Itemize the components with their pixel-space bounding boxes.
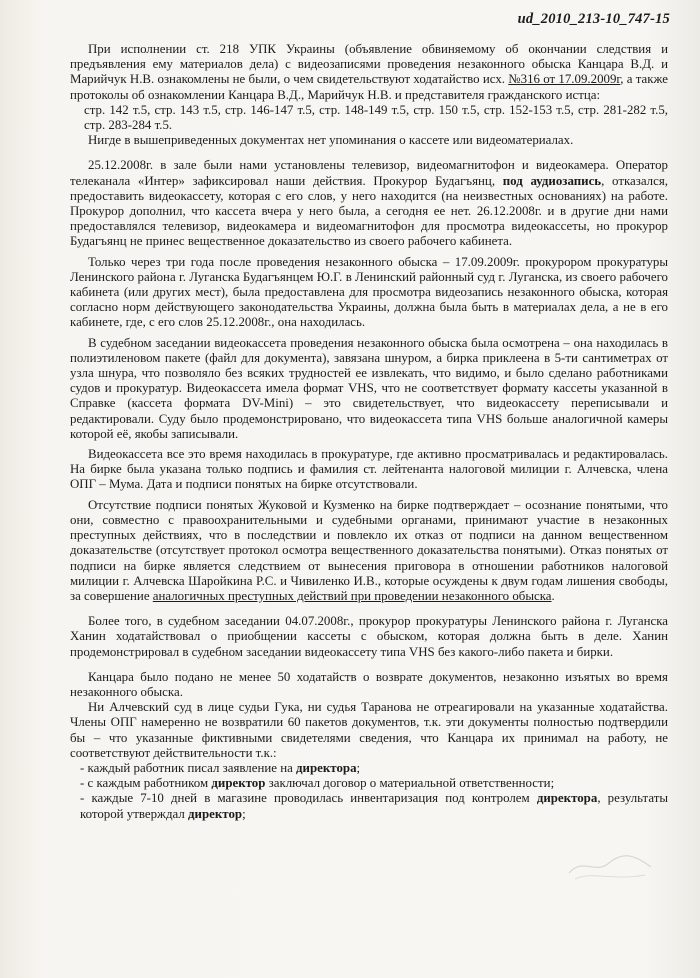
paragraph-9: Канцара было подано не менее 50 ходатайств о возврате документов, незаконно изъятых во время незаконного обыска. [70,669,668,699]
paragraph-7-text-a: Отсутствие подписи понятых Жуковой и Кузменко на бирке подтверждает – осознание понятыми, что они, совместно с правоохранительными и судебными органами, принимают участие в незаконных преступных действиях, что в последствии и повлекло их отказ от подписи на данном вещественном доказательстве (отсутствует протокол осмотра вещественного доказательства понятыми). Отказ понятых от подписи на бирке является следствием от вынесения приговора в отношении работников налоговой милиции г. Алчевска Шаройкина Р.С. и Чивиленко И.В., которые осуждены к двум годам лишения свободы, за совершение [70,497,668,603]
list-item-text: заключал договор о материальной ответственности; [265,776,555,791]
list-item-text: - каждые 7-10 дней в магазине проводилась инвентаризация под контролем [80,791,537,806]
list-item-text: ; [242,806,246,821]
paragraph-1 [70,42,668,103]
audio-record-phrase: под аудиозапись [502,173,602,188]
list-item-bold: директор [188,806,243,821]
list-item-text: ; [356,760,361,775]
underlined-phrase: аналогичных преступных действий при проведении незаконного обыска [152,588,552,603]
document-body [70,42,668,822]
paragraph-3-text-c: , отказался, предоставить видеокассету, которая с его слов, у него находится (на неизвестных основаниях) на работе. Прокурор дополнил, что кассета вчера у него была, а сегодня ее нет. 26.12.2008г. и в другие дни нами предоставлялся телевизор, видеокамера и видеомагнитофон для просмотра видеокассеты, но прокурор Будагъянц не принес вещественное доказательство из своего рабочего кабинета. [70,173,668,249]
paragraph-3 [70,158,668,249]
paragraph-8: Более того, в судебном заседании 04.07.2008г., прокурор прокуратуры Ленинского района г. Луганска Ханин ходатайствовал о приобщении кассеты с обыском, которая должна быть в деле. Ханин продемонстрировал в судебном заседании видеокассету типа VHS без какого-либо пакета и бирки. [70,614,668,659]
list-item [70,761,668,776]
paragraph-7 [70,498,668,604]
list-item [70,776,668,791]
paragraph-10: Ни Алчевский суд в лице судьи Гука, ни судья Таранова не отреагировали на указанные ходатайства. Члены ОПГ намеренно не возвратили 60 пакетов документов, т.к. эти документы полностью подтвердили бы – что указанные фиктивными свидетелями сведения, что Канцара их принимал на работу, не соответствуют действительности т.к.: [70,700,668,760]
list-item-bold: директора [536,791,598,806]
list-item-text: - каждый работник писал заявление на [80,760,297,775]
paragraph-7-text-b: . [551,588,555,603]
paragraph-5: В судебном заседании видеокассета проведения незаконного обыска была осмотрена – она находилась в полиэтиленовом пакете (файл для документа), завязана шнуром, а бирка приклеена в 5-ти сантиметрах от узла шнура, что позволяло без всяких трудностей ее извлекать, что видимо, и было сделано работниками судов и прокуратур. Видеокассета имела формат VHS, что не соответствует формату кассеты указанной в Справке (кассета формата DV-Mini) – это свидетельствует, что видеокассету переписывали и редактировали. Суду было продемонстрировано, что видеокассета типа VHS больше аналогичной камеры которой её, якобы записывали. [70,335,668,441]
case-pages-list: стр. 142 т.5, стр. 143 т.5, стр. 146-147 т.5, стр. 148-149 т.5, стр. 150 т.5, стр. 152-153 т.5, стр. 281-282 т.5, стр. 283-284 т.5. [84,102,668,133]
paragraph-1-text-b: , а также протоколы об ознакомлении Канцара В.Д., Марийчук Н.В. и представителя гражданского истца: [70,72,668,102]
list-item-bold: директор [211,776,266,791]
paragraph-6: Видеокассета все это время находилась в прокуратуре, где активно просматривалась и редактировалась. На бирке была указана только подпись и фамилия ст. лейтенанта налоговой милиции г. Алчевска, члена ОПГ – Мума. Дата и подписи понятых на бирке отсутствовали. [70,447,668,492]
list-item-text: - с каждым работником [80,776,212,791]
paragraph-3-text-a: 25.12.2008г. в зале были нами установлены телевизор, видеомагнитофон и видеокамера. Оператор телеканала «Интер» зафиксировал наши действия. Прокурор Будагъянц, [70,158,668,188]
list-item-bold: директора [296,760,357,775]
faint-handwriting-mark [565,845,655,885]
paragraph-4: Только через три года после проведения незаконного обыска – 17.09.2009г. прокурором прокуратуры Ленинского района г. Луганска Будагъянцем Ю.Г. в Ленинский районный суд г. Луганска, из своего рабочего кабинета (или других мест), была предоставлена для просмотра видеозапись незаконного обыска, которая согласно норм действующего законодательства Украины, должна была быть в материалах дела, а не в его кабинете, где, с его слов 25.12.2008г., она находилась. [70,254,668,330]
list-item-text: , результаты которой утверждал [80,791,668,821]
paragraph-2: Нигде в вышеприведенных документах нет упоминания о кассете или видеоматериалах. [88,133,574,148]
petition-reference: №316 от 17.09.2009г [508,72,621,87]
document-id: ud_2010_213-10_747-15 [517,11,670,27]
paragraph-1-text-a: При исполнении ст. 218 УПК Украины (объявление обвиняемому об окончании следствия и предъявления ему материалов дела) с видеозаписями проведения незаконного обыска Канцара В.Д. и Марийчук Н.В. ознакомлены не были, о чем свидетельствуют ходатайство исх. [70,42,668,87]
list-item [70,791,668,821]
